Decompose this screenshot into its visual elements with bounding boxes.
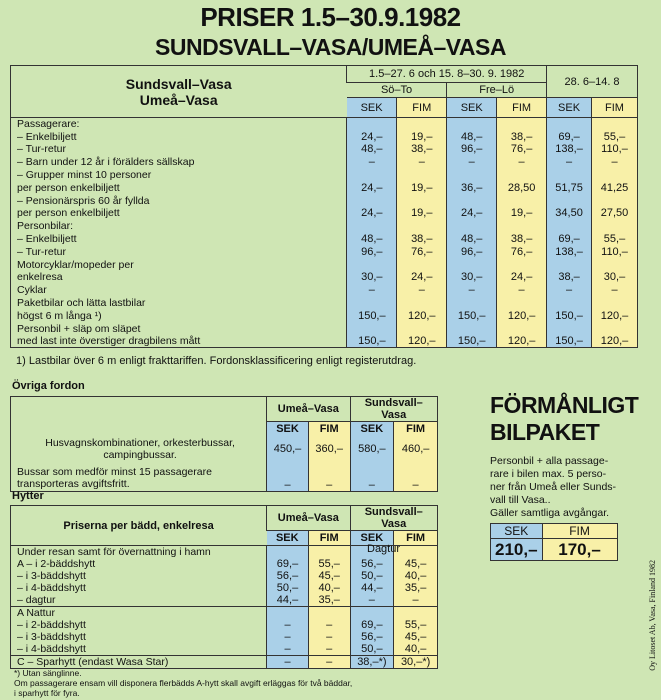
price-cell — [447, 169, 497, 182]
table-row — [11, 233, 638, 246]
promo-text-line: rare i bilen max. 5 perso- — [490, 468, 607, 480]
price-cell: 19,– — [397, 130, 447, 143]
price-cell: 24,– — [347, 207, 397, 220]
price-cell — [497, 118, 547, 131]
promo-price-box — [490, 523, 618, 561]
price-cell — [497, 322, 547, 335]
row-label: Cyklar — [17, 284, 47, 297]
price-cell: 69,– — [547, 233, 592, 246]
price-cell: 48,– — [447, 233, 497, 246]
price-cell: 150,– — [447, 309, 497, 322]
promo-title-line: BILPAKET — [490, 419, 600, 445]
promo-price-sek: 210,– — [491, 539, 543, 561]
page-subtitle: SUNDSVALL–VASA/UMEÅ–VASA — [155, 34, 506, 60]
price-cell: 30,– — [447, 271, 497, 284]
other-vehicles-heading: Övriga fordon — [12, 380, 85, 392]
price-cell: 110,– — [592, 245, 638, 258]
price-cell: 38,–*) — [350, 656, 394, 669]
cabin-notes — [14, 668, 352, 698]
price-cell: 40,– — [394, 570, 438, 582]
row-label: campingbussar. — [103, 448, 177, 461]
price-cell: 50,– — [350, 643, 394, 656]
price-cell: 150,– — [547, 335, 592, 348]
price-cell: 50,– — [267, 582, 309, 594]
price-cell — [308, 607, 350, 620]
row-label: enkelresa — [17, 271, 63, 284]
promo-text-line: vall till Vasa.. — [490, 494, 551, 506]
price-cell — [397, 169, 447, 182]
price-cell: – — [308, 462, 350, 492]
price-cell: 19,– — [497, 207, 547, 220]
price-cell: 44,– — [350, 582, 394, 594]
price-cell: – — [267, 643, 309, 656]
price-cell — [592, 322, 638, 335]
price-cell: 76,– — [397, 245, 447, 258]
price-cell: – — [267, 462, 309, 492]
price-cell: – — [394, 594, 438, 607]
table-row — [11, 582, 438, 594]
price-cell: – — [547, 284, 592, 297]
table-row — [11, 436, 438, 462]
price-cell: – — [308, 656, 350, 669]
price-cell — [497, 297, 547, 310]
price-cell — [592, 297, 638, 310]
price-cell — [447, 118, 497, 131]
sek-header: SEK — [547, 98, 592, 118]
sek-header: SEK — [267, 531, 309, 546]
price-cell: 150,– — [447, 335, 497, 348]
price-cell — [547, 220, 592, 233]
route-header — [11, 66, 347, 118]
col-umea-vasa: Umeå–Vasa — [267, 506, 350, 531]
fim-header: FIM — [308, 422, 350, 436]
price-cell: – — [592, 284, 638, 297]
price-cell: 50,– — [350, 570, 394, 582]
price-cell — [267, 607, 309, 620]
price-cell: 120,– — [497, 335, 547, 348]
price-cell — [397, 258, 447, 271]
price-cell: 360,– — [308, 436, 350, 462]
period2-header: 28. 6–14. 8 — [547, 66, 638, 98]
price-cell — [447, 322, 497, 335]
sek-header: SEK — [347, 98, 397, 118]
route-line-1: Sundsvall–Vasa — [125, 75, 232, 92]
price-cell — [547, 297, 592, 310]
dagtur-label: Dagtur — [367, 543, 401, 555]
note-line: i sparhytt för fyra. — [14, 688, 80, 698]
promo-text-line: Gäller samtliga avgångar. — [490, 507, 610, 519]
price-cell: 56,– — [267, 570, 309, 582]
price-cell: 19,– — [397, 207, 447, 220]
price-cell: 44,– — [267, 594, 309, 607]
price-cell: 120,– — [497, 309, 547, 322]
price-cell: 30,–*) — [394, 656, 438, 669]
price-cell: – — [347, 156, 397, 169]
row-label: – i 2-bäddshytt — [17, 619, 86, 631]
table-row — [11, 143, 638, 156]
price-cell: 96,– — [447, 143, 497, 156]
days1-header: Sö–To — [347, 83, 447, 98]
price-cell — [347, 169, 397, 182]
price-cell — [397, 322, 447, 335]
price-cell — [347, 194, 397, 207]
price-cell: 150,– — [547, 309, 592, 322]
price-cell — [447, 258, 497, 271]
row-label: – Grupper minst 10 personer — [17, 169, 152, 182]
price-cell: 38,– — [397, 233, 447, 246]
promo-title — [490, 392, 638, 446]
price-cell: 27,50 — [592, 207, 638, 220]
row-label: Motorcyklar/mopeder per — [17, 258, 134, 271]
row-label: – Enkelbiljett — [17, 130, 77, 143]
price-cell: 45,– — [394, 631, 438, 643]
price-cell — [592, 118, 638, 131]
price-cell: 56,– — [350, 631, 394, 643]
table-row — [11, 619, 438, 631]
table-row — [11, 594, 438, 607]
price-cell: 24,– — [447, 207, 497, 220]
price-cell: 69,– — [350, 619, 394, 631]
price-cell — [547, 118, 592, 131]
fim-header: FIM — [592, 98, 638, 118]
price-cell: 120,– — [592, 335, 638, 348]
row-label: med last inte överstiger dragbilens mått — [17, 335, 201, 348]
table-row — [11, 271, 638, 284]
price-cell — [447, 220, 497, 233]
price-cell — [350, 607, 394, 620]
price-cell: – — [308, 643, 350, 656]
price-cell: 38,– — [397, 143, 447, 156]
row-label: Under resan samt för övernattning i hamn — [17, 546, 211, 558]
row-label: Personbil + släp om släpet — [17, 322, 141, 335]
printer-credit: Oy Litoset Ab, Vasa, Finland 1982 — [648, 560, 657, 671]
price-cell — [497, 194, 547, 207]
col-sundsvall-vasa: Sundsvall–Vasa — [350, 506, 438, 531]
price-cell: 30,– — [347, 271, 397, 284]
row-label: – Tur-retur — [17, 143, 67, 156]
cabins-subheading: Priserna per bädd, enkelresa — [11, 506, 267, 546]
price-cell: – — [350, 462, 394, 492]
table-row — [11, 156, 638, 169]
price-cell — [547, 258, 592, 271]
row-label: A Nattur — [17, 607, 55, 619]
col-sundsvall-vasa: Sundsvall–Vasa — [350, 397, 438, 422]
price-cell: 69,– — [267, 558, 309, 570]
row-label: C – Sparhytt (endast Wasa Star) — [17, 656, 169, 668]
promo-text — [490, 455, 640, 520]
price-cell — [347, 258, 397, 271]
price-cell — [447, 194, 497, 207]
other-vehicles-table — [10, 396, 438, 492]
price-cell: 45,– — [394, 558, 438, 570]
cabins-table — [10, 505, 438, 669]
promo-title-line: FÖRMÅNLIGT — [490, 392, 639, 418]
main-price-table — [10, 65, 638, 348]
price-cell: 24,– — [347, 130, 397, 143]
row-label: – Barn under 12 år i förälders sällskap — [17, 156, 195, 169]
price-cell — [397, 118, 447, 131]
row-label: – Tur-retur — [17, 245, 67, 258]
sek-header: SEK — [267, 422, 309, 436]
price-cell: 96,– — [347, 245, 397, 258]
price-cell: 19,– — [397, 181, 447, 194]
price-cell — [394, 607, 438, 620]
table-row — [11, 207, 638, 220]
price-cell: 38,– — [497, 130, 547, 143]
price-cell — [592, 258, 638, 271]
table-row — [11, 462, 438, 492]
fim-header: FIM — [394, 422, 438, 436]
fim-header: FIM — [397, 98, 447, 118]
price-cell — [497, 220, 547, 233]
table-row — [11, 335, 638, 348]
price-cell: 69,– — [547, 130, 592, 143]
note-line: *) Utan sänglinne. — [14, 668, 82, 678]
price-cell: 55,– — [592, 233, 638, 246]
table-row — [11, 297, 638, 310]
price-cell: – — [547, 156, 592, 169]
row-label: – i 4-bäddshytt — [17, 582, 86, 594]
price-cell: – — [308, 631, 350, 643]
row-label: Personbilar: — [17, 220, 74, 233]
sek-header: SEK — [350, 531, 394, 546]
col-umea-vasa: Umeå–Vasa — [267, 397, 350, 422]
price-cell: 55,– — [592, 130, 638, 143]
price-cell — [347, 297, 397, 310]
table-row — [11, 284, 638, 297]
price-cell — [547, 194, 592, 207]
price-cell: 38,– — [497, 233, 547, 246]
price-cell — [347, 322, 397, 335]
price-cell — [547, 169, 592, 182]
row-label: Bussar som medför minst 15 passagerare — [17, 465, 212, 478]
price-cell: 41,25 — [592, 181, 638, 194]
price-cell: 51,75 — [547, 181, 592, 194]
fim-header: FIM — [308, 531, 350, 546]
row-label: A – i 2-bäddshytt — [17, 558, 96, 570]
price-cell: 28,50 — [497, 181, 547, 194]
price-cell — [497, 258, 547, 271]
price-cell — [497, 169, 547, 182]
route-line-2: Umeå–Vasa — [139, 91, 218, 108]
table-row — [11, 130, 638, 143]
row-label: transporteras avgiftsfritt. — [17, 477, 130, 490]
table-row — [11, 607, 438, 620]
promo-text-line: Personbil + alla passage- — [490, 455, 609, 467]
price-cell: 138,– — [547, 245, 592, 258]
price-cell: 56,– — [350, 558, 394, 570]
price-cell: 138,– — [547, 143, 592, 156]
price-cell — [397, 194, 447, 207]
note-line: Om passagerare ensam vill disponera flerbädds A-hytt skall avgift erläggas för två bäddar, — [14, 678, 353, 688]
price-cell: 55,– — [394, 619, 438, 631]
sek-header: SEK — [491, 524, 543, 539]
price-cell: – — [447, 156, 497, 169]
price-cell: 36,– — [447, 181, 497, 194]
table-row — [11, 643, 438, 656]
price-cell: 40,– — [394, 643, 438, 656]
price-cell: – — [592, 156, 638, 169]
price-cell: 580,– — [350, 436, 394, 462]
price-cell: 40,– — [308, 582, 350, 594]
table-row — [11, 220, 638, 233]
price-cell: – — [347, 284, 397, 297]
price-cell: – — [267, 619, 309, 631]
price-cell: – — [394, 462, 438, 492]
row-label: per person enkelbiljett — [17, 207, 120, 220]
price-cell: 34,50 — [547, 207, 592, 220]
row-label: – i 3-bäddshytt — [17, 631, 86, 643]
price-cell: 110,– — [592, 143, 638, 156]
price-cell: 460,– — [394, 436, 438, 462]
table-row — [11, 558, 438, 570]
days2-header: Fre–Lö — [447, 83, 547, 98]
price-cell: 450,– — [267, 436, 309, 462]
table-row — [11, 169, 638, 182]
price-cell: 76,– — [497, 245, 547, 258]
sek-header: SEK — [350, 422, 394, 436]
price-cell: 35,– — [308, 594, 350, 607]
table-row — [11, 631, 438, 643]
row-label: Husvagnskombinationer, orkesterbussar, — [45, 436, 235, 449]
row-label: – i 4-bäddshytt — [17, 643, 86, 655]
table-row — [11, 322, 638, 335]
price-cell: – — [308, 619, 350, 631]
row-label: Paketbilar och lätta lastbilar — [17, 297, 146, 310]
fim-header: FIM — [394, 531, 438, 546]
price-cell: – — [267, 656, 309, 669]
promo-price-fim: 170,– — [542, 539, 617, 561]
price-cell — [308, 546, 350, 559]
row-label: – i 3-bäddshytt — [17, 570, 86, 582]
price-cell: 30,– — [592, 271, 638, 284]
price-cell — [397, 220, 447, 233]
page-title: PRISER 1.5–30.9.1982 — [200, 2, 461, 32]
price-cell — [394, 546, 438, 559]
price-cell — [267, 546, 309, 559]
table-row — [11, 656, 438, 669]
price-cell: – — [497, 284, 547, 297]
fim-header: FIM — [497, 98, 547, 118]
price-cell: 38,– — [547, 271, 592, 284]
price-cell — [592, 194, 638, 207]
price-cell: 150,– — [347, 309, 397, 322]
price-cell: 120,– — [397, 309, 447, 322]
table-row — [11, 245, 638, 258]
price-cell: – — [397, 284, 447, 297]
price-cell: 24,– — [497, 271, 547, 284]
price-cell: – — [350, 594, 394, 607]
price-cell — [347, 118, 397, 131]
row-label: – Pensionärspris 60 år fyllda — [17, 194, 150, 207]
cabins-heading: Hytter — [12, 490, 44, 502]
price-cell: 96,– — [447, 245, 497, 258]
footnote: 1) Lastbilar över 6 m enligt frakttariffen. Fordonsklassificering enligt registerutdrag. — [16, 355, 417, 367]
price-cell: – — [397, 156, 447, 169]
row-label: Passagerare: — [17, 118, 80, 131]
price-cell — [447, 297, 497, 310]
table-row — [11, 118, 638, 131]
period1-header: 1.5–27. 6 och 15. 8–30. 9. 1982 — [347, 66, 547, 83]
price-cell: – — [447, 284, 497, 297]
price-cell: 76,– — [497, 143, 547, 156]
price-cell: 24,– — [347, 181, 397, 194]
row-label: per person enkelbiljett — [17, 181, 120, 194]
price-cell: 24,– — [397, 271, 447, 284]
table-row — [11, 181, 638, 194]
table-row — [11, 570, 438, 582]
table-row — [11, 194, 638, 207]
price-cell: 48,– — [347, 143, 397, 156]
price-cell: 48,– — [347, 233, 397, 246]
price-cell — [592, 169, 638, 182]
row-label: – dagtur — [17, 594, 56, 606]
price-cell: – — [267, 631, 309, 643]
row-label: högst 6 m långa ¹) — [17, 309, 102, 322]
price-cell: 35,– — [394, 582, 438, 594]
price-cell — [347, 220, 397, 233]
table-row — [11, 309, 638, 322]
table-row — [11, 258, 638, 271]
price-cell — [547, 322, 592, 335]
sek-header: SEK — [447, 98, 497, 118]
price-cell: 120,– — [397, 335, 447, 348]
price-cell — [397, 297, 447, 310]
price-cell: 45,– — [308, 570, 350, 582]
price-cell: 120,– — [592, 309, 638, 322]
promo-text-line: ner från Umeå eller Sunds- — [490, 481, 617, 493]
row-label: – Enkelbiljett — [17, 233, 77, 246]
price-cell — [592, 220, 638, 233]
price-cell: – — [497, 156, 547, 169]
fim-header: FIM — [542, 524, 617, 539]
price-cell: 150,– — [347, 335, 397, 348]
price-cell: 55,– — [308, 558, 350, 570]
price-cell: 48,– — [447, 130, 497, 143]
